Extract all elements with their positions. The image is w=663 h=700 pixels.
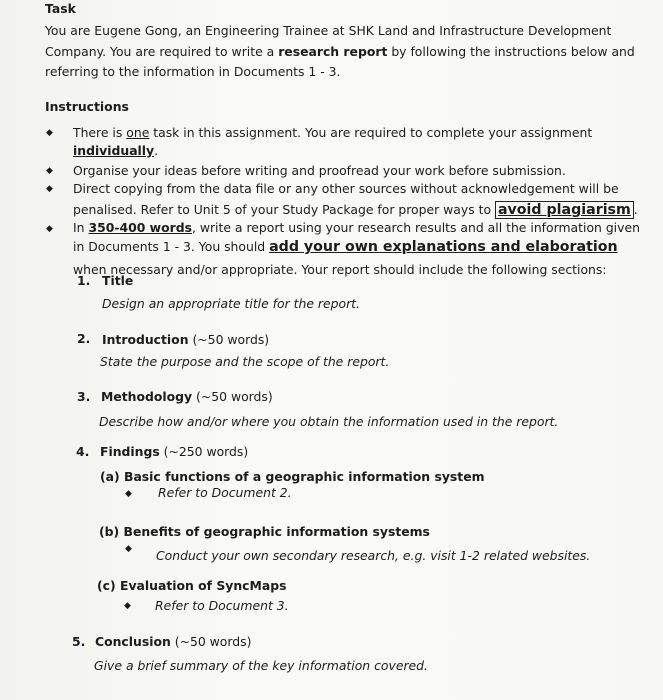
section-3-description: Describe how and/or where you obtain the information used in the report.: [99, 414, 559, 429]
section-2-title: Introduction: [102, 332, 189, 347]
section-3-heading: [101, 388, 273, 406]
section-4c-title: (c) Evaluation of SyncMaps: [97, 578, 287, 593]
instruction-1-line-1: [73, 124, 592, 142]
section-4b-bullet-icon: ◆: [125, 544, 132, 554]
section-5-heading: [95, 633, 251, 651]
instruction-1-individually: individually: [73, 143, 155, 158]
instruction-4-post: , write a report using your research results and all the information given: [191, 220, 640, 235]
section-2-number: 2.: [77, 331, 91, 346]
section-4c-bullet-icon: ◆: [124, 601, 131, 611]
task-line-3: referring to the information in Documents 1 - 3.: [45, 64, 341, 79]
section-5-number: 5.: [72, 634, 86, 649]
section-5-title: Conclusion: [95, 634, 171, 649]
section-2-description: State the purpose and the scope of the report.: [100, 354, 390, 369]
section-2-heading: [102, 331, 269, 349]
instruction-1-one: one: [126, 125, 150, 140]
instruction-1-line-2: [73, 142, 158, 160]
section-4a-description: Refer to Document 2.: [158, 485, 292, 500]
instruction-4-line-2-pre: in Documents 1 - 3. You should: [73, 239, 270, 254]
instruction-3-pre: penalised. Refer to Unit 5 of your Study Package for proper ways to: [73, 202, 495, 217]
section-4-number: 4.: [76, 444, 90, 459]
section-4b-description: Conduct your own secondary research, e.g. visit 1-2 related websites.: [156, 548, 591, 563]
instruction-2: Organise your ideas before writing and proofread your work before submission.: [73, 163, 566, 178]
task-heading: Task: [45, 1, 76, 16]
bullet-3-icon: ◆: [46, 184, 53, 194]
own-explanations-highlight: add your own explanations and elaboration: [269, 239, 618, 255]
section-1-description: Design an appropriate title for the report.: [102, 296, 360, 311]
task-line-1: You are Eugene Gong, an Engineering Trainee at SHK Land and Infrastructure Development: [45, 23, 612, 38]
instruction-4-line-2: [73, 238, 618, 256]
instruction-3-line-2: [73, 201, 638, 219]
instruction-1-pre: There is: [73, 125, 127, 140]
word-count-requirement: 350-400 words: [88, 220, 192, 235]
avoid-plagiarism-highlight: avoid plagiarism: [495, 201, 634, 219]
instruction-3-line-1: Direct copying from the data file or any other sources without acknowledgement will be: [73, 181, 619, 196]
section-1-number: 1.: [77, 273, 91, 288]
task-line-2-post: by following the instructions below and: [387, 44, 635, 59]
instruction-1-period: .: [154, 143, 159, 158]
instruction-4-pre: In: [73, 220, 89, 235]
section-4-heading: [100, 443, 248, 461]
task-line-2-pre: Company. You are required to write a: [45, 44, 279, 59]
task-line-2: [45, 43, 635, 61]
section-4c-description: Refer to Document 3.: [155, 598, 289, 613]
bullet-2-icon: ◆: [46, 166, 53, 176]
bullet-1-icon: ◆: [46, 128, 53, 138]
section-4a-title: (a) Basic functions of a geographic information system: [100, 469, 485, 484]
section-4-title: Findings: [100, 444, 160, 459]
section-3-number: 3.: [77, 389, 91, 404]
section-1-title: Title: [102, 273, 134, 288]
instruction-4-line-3: when necessary and/or appropriate. Your report should include the following sections:: [73, 262, 607, 277]
task-research-report: research report: [278, 44, 388, 59]
section-5-word-count: (~50 words): [170, 634, 252, 649]
instructions-heading: Instructions: [45, 99, 129, 114]
bullet-4-icon: ◆: [46, 224, 53, 234]
section-4a-bullet-icon: ◆: [125, 489, 132, 499]
section-3-title: Methodology: [101, 389, 193, 404]
section-5-description: Give a brief summary of the key information covered.: [94, 658, 428, 673]
section-4-word-count: (~250 words): [159, 444, 249, 459]
section-2-word-count: (~50 words): [188, 332, 270, 347]
instruction-4-line-1: [73, 219, 640, 237]
instruction-3-period: .: [633, 202, 638, 217]
section-4b-title: (b) Benefits of geographic information systems: [99, 524, 430, 539]
instruction-1-post: task in this assignment. You are required to complete your assignment: [149, 125, 593, 140]
section-3-word-count: (~50 words): [192, 389, 273, 404]
